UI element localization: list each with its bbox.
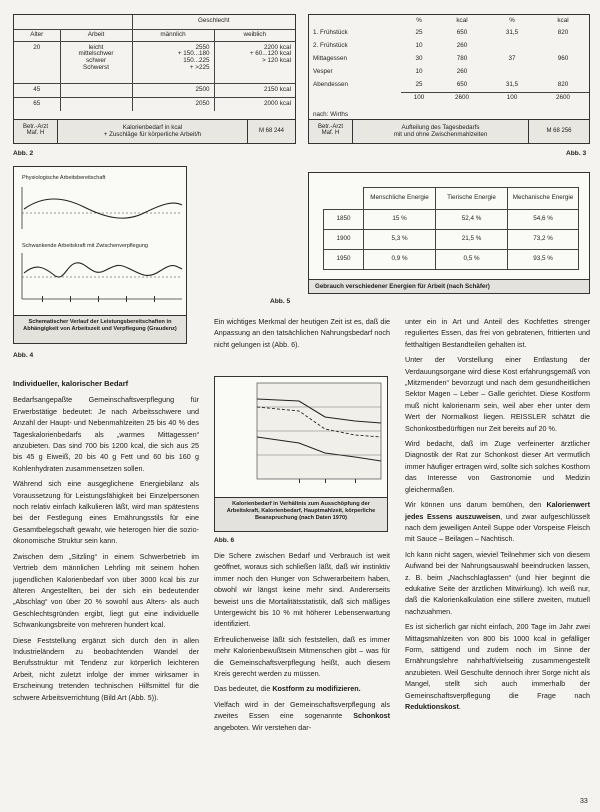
fig3-label: Abb. 3 <box>566 150 587 157</box>
energy-value: 5,3 % <box>364 230 436 250</box>
fig2-footer-right: M 68 244 <box>258 128 285 134</box>
text-run: Das bedeutet, die <box>214 684 273 694</box>
arbeit-levels: leicht mittelschwer schwer Schwerst <box>60 41 132 83</box>
energy-header: Menschliche Energie <box>364 188 436 210</box>
meal-pct: 10 <box>415 42 423 50</box>
year: 1850 <box>324 210 364 230</box>
meal-kcal-alt <box>537 66 589 79</box>
paragraph: Die Schere zwischen Bedarf und Verbrauch ist weit geöffnet, woraus sich schließen läßt, daß wir instinktiv immer noch den Hunger von Schwerarbeitern haben, obwohl wir längst keine mehr sind. Andererseits beweist uns die Mortalitätsstatistik, daß sich mäßiges Untergewicht bis 10 % mit höherer Lebenserwartung identifiziert. <box>214 551 390 629</box>
pct1-header: % <box>416 16 422 24</box>
paragraph <box>405 621 590 712</box>
paragraph <box>214 699 390 733</box>
emphasis: Schonkost <box>353 711 390 721</box>
pct2-header: % <box>509 16 515 24</box>
meal-pct: 10 <box>415 68 423 76</box>
paragraph: Bedarfsangepaßte Gemeinschaftsverpflegung für Erwerbstätige bedeutet: Je nach Arbeitsschwere und Anzahl der Haupt- und Nebenmahlzeiten 25 bis 40 % des Tageskalorienbedarfs als „warmes Mittagessen“ anzubieten. Das sind 700 bis 1200 kcal, die sich aus 25 bis 45 g Eiweiß, 20 bis 40 g Fett und 60 bis 160 g Kohlenhydraten zusammensetzen sollen. <box>13 395 199 473</box>
meal-row: 2. Frühstück <box>313 42 348 50</box>
text-run: , und zwar aufgeschlüsselt nach dem jeweiligen Anteil Suppe oder Vorspeise Fleisch mit Sauce – Beilagen – Nachtisch. <box>405 511 590 544</box>
paragraph: unter ein in Art und Anteil des Kochfettes strenger reguliertes Essen, das frei von gebratenen, frittierten und fetthaltigen Bestandteilen gehalten ist. <box>405 317 590 349</box>
meal-pct-alt <box>487 40 537 53</box>
figure-3 <box>308 14 590 144</box>
meal-pct: 30 <box>415 55 423 63</box>
text-run: angeboten. Wir verstehen dar- <box>214 722 312 732</box>
fig2-footer-mid: Kalorienbedarf in kcal + Zuschläge für körperliche Arbeit/h <box>58 120 248 144</box>
arbeit-header: Arbeit <box>60 29 132 41</box>
energy-value: 93,5 % <box>508 250 579 270</box>
w-45: 2150 kcal <box>214 83 295 97</box>
fig5-label: Abb. 5 <box>270 298 291 305</box>
text-column-2 <box>214 316 390 354</box>
fig6-caption: Kalorienbedarf in Verhältnis zum Ausschöpfung der Arbeitskraft, Kalorienbedarf, Hauptmahlzeit, körperliche Beanspruchung (nach Daten 1970) <box>215 497 387 531</box>
fig4-top-title: Physiologische Arbeitsbereitschaft <box>22 175 106 181</box>
meal-kcal-alt: 960 <box>557 55 569 63</box>
section-heading: Individueller, kalorischer Bedarf <box>13 379 129 388</box>
m-65: 2050 <box>132 97 214 111</box>
text-column-3 <box>405 316 590 716</box>
alter-header: Alter <box>14 29 60 41</box>
energy-value: 73,2 % <box>508 230 579 250</box>
meal-pct-alt: 31,5 <box>505 80 519 88</box>
meal-row: Mittagessen <box>313 55 347 63</box>
figure-5 <box>308 172 590 294</box>
emphasis: Reduktionskost <box>405 702 459 711</box>
paragraph <box>214 683 390 694</box>
text-run: Es ist sicherlich gar nicht einfach, 200 Tage im Jahr zwei Mittagsmahlzeiten von 800 bis 1000 kcal in gefälliger Form, sättigend und zudem noch im Sinne der Ernährungslehre nahrhaft/vielseitig zusammengestellt anzubieten. Weil Geschulte dennoch ihrer Sorge nicht als Mangel, stellt sich auch immerhalb der Gemeinschaftsverpflegung die Frage nach <box>405 622 590 700</box>
paragraph: Erfreulicherweise läßt sich feststellen, daß es immer mehr Kalorienbewußtsein Mitmenschen gibt – was für die Gemeinschaftsverpflegung heißt, auch diesem Kreis gerecht werden zu müssen. <box>214 634 390 679</box>
fig4-bottom-title: Schwankende Arbeitskraft mit Zwischenverpflegung <box>22 243 148 249</box>
energy-value: 15 % <box>364 210 436 230</box>
figure-6 <box>214 376 388 532</box>
meal-kcal: 650 <box>456 29 468 37</box>
paragraph: Zwischen dem „Sitzling“ in einem Schwerbetrieb im Vertrieb dem männlichen Lehrling mit seinem hohen jugendlichen Kalorienbedarf von über 3000 kcal bis zur älteren Angestellten, bei der sich ein bedeutender „Abschlag“ von über 20 % sowohl aus Alters- als auch Geschlechtsgründen ergibt, liegt gut eine individuelle Schwankungsbreite von mehreren hundert kcal. <box>13 551 199 630</box>
meal-kcal: 260 <box>456 68 468 76</box>
fig6-chart <box>215 377 387 495</box>
meal-pct-alt <box>487 66 537 79</box>
fig3-footer-mid: Aufteilung des Tagesbedarfs mit und ohne Zwischenmahlzeiten <box>353 120 529 144</box>
total-kcal: 2600 <box>437 92 487 105</box>
total-pct-alt: 100 <box>487 92 537 105</box>
page-number: 33 <box>580 798 588 805</box>
meal-row: Vesper <box>313 68 333 76</box>
paragraph: Ein wichtiges Merkmal der heutigen Zeit ist es, daß die Anpassung an den tatsächlichen Nahrungsbedarf noch nicht gelungen ist (Abb. 6). <box>214 317 390 349</box>
w-20: 2200 kcal + 60...120 kcal > 120 kcal <box>214 41 295 83</box>
fig2-footer-left: Betr.-Arzt Maf. H <box>14 120 58 144</box>
fig2-label: Abb. 2 <box>13 150 34 157</box>
meal-pct-alt: 31,5 <box>505 29 519 37</box>
w-65: 2000 kcal <box>214 97 295 111</box>
meal-kcal-alt: 820 <box>557 80 569 88</box>
text-run: Wir können uns darum bemühen, den <box>405 500 547 510</box>
m-20: 2550 + 150...180 150...225 + >225 <box>132 41 214 83</box>
energy-value: 0,9 % <box>364 250 436 270</box>
text-run: Vielfach wird in der Gemeinschaftsverpflegung als zweites Essen eine sogenannte <box>214 699 390 721</box>
meal-pct: 25 <box>415 80 423 88</box>
meal-pct-alt: 37 <box>508 55 516 63</box>
fig3-note: nach: Wirths <box>313 111 348 118</box>
year: 1900 <box>324 230 364 250</box>
text-column-2-lower <box>214 550 390 737</box>
fig5-caption: Gebrauch verschiedener Energien für Arbeit (nach Schäfer) <box>309 279 589 293</box>
meal-row: 1. Frühstück <box>313 29 348 37</box>
paragraph: Unter der Vorstellung einer Entlastung der Verdauungsorgane wird diese Kost erfahrungsgemäß von „Mitzmenden“ bevorzugt und nach dem gesundheitlichen Sektor Magen – Leber – Galle gerichtet. Diese Kostform muß nicht kalorienarm sein, weil aber eher unter dem Wert der Normalkost liegen. REISSLER schätzt die Schonkostbedürftigen nur Zeit bereits auf 20 %. <box>405 355 590 433</box>
meal-kcal: 650 <box>456 80 468 88</box>
total-pct: 100 <box>401 92 437 105</box>
energy-value: 54,6 % <box>508 210 579 230</box>
alter-20: 20 <box>33 43 41 51</box>
energy-header: Tierische Energie <box>436 188 508 210</box>
energy-header: Mechanische Energie <box>508 188 579 210</box>
alter-65: 65 <box>14 97 60 111</box>
paragraph: Ich kann nicht sagen, wieviel Teilnehmer sich von diesem Aufwand bei der Nahrungsauswahl beeindrucken lassen, z. B. beim „Nachschlagfassen“ (und hier beginnt die edukative Seite der ärztlichen Mitwirkung). Ich weiß nur, daß die Kalorienkalkulation eine stillere zweiten, mutuell nachzuahmen. <box>405 549 590 616</box>
geschlecht-header: Geschlecht <box>132 15 295 29</box>
energy-value: 52,4 % <box>436 210 508 230</box>
maennlich-header: männlich <box>132 29 214 41</box>
meal-pct: 25 <box>415 29 423 37</box>
figure-2 <box>13 14 296 144</box>
paragraph: Wird bedacht, daß im Zuge verfeinerter ärztlicher Diagnostik der Rat zur Schonkost dieser Art vermutlich immer häufiger ertragen wird, sollte sich solches Kosthorn das Interesse von Gastronomie und Medizin gleichermaßen. <box>405 439 590 494</box>
fig4-caption: Schematischer Verlauf der Leistungsbereitschaften in Abhängigkeit von Arbeitszeit und Verpflegung (Graudenz) <box>14 315 186 343</box>
paragraph: Diese Feststellung ergänzt sich durch den in allen Industrieländern zu beobachtenden Wandel der Berufsstruktur mit Tendenz zur körperlich leichteren Arbeit, nicht zuletzt infolge der immer wirksamer in Erscheinung tretenden technischen Hilfsmittel für die schwere Arbeitsverrichtung (Bild Art (Abb. 5)). <box>13 635 199 702</box>
text-column-1 <box>13 378 199 707</box>
meal-kcal-alt <box>537 40 589 53</box>
kcal2-header: kcal <box>557 16 569 24</box>
energy-value: 0,5 % <box>436 250 508 270</box>
emphasis: Kalorienwert jedes Essens auszuweisen <box>405 500 590 521</box>
fig4-label: Abb. 4 <box>13 352 34 359</box>
fig6-label: Abb. 6 <box>214 537 235 544</box>
meal-kcal: 780 <box>456 55 468 63</box>
kcal1-header: kcal <box>456 16 468 24</box>
alter-45: 45 <box>14 83 60 97</box>
m-45: 2500 <box>132 83 214 97</box>
total-kcal-alt: 2600 <box>537 92 589 105</box>
year: 1950 <box>324 250 364 270</box>
text-run: . <box>458 702 461 711</box>
fig3-footer-right: M 68 256 <box>546 128 572 134</box>
figure-4 <box>13 166 187 344</box>
paragraph <box>405 499 590 545</box>
fig3-footer-left: Betr.-Arzt Maf. H <box>309 120 353 144</box>
meal-kcal: 260 <box>456 42 468 50</box>
meal-row: Abendessen <box>313 81 349 89</box>
fig4-curves <box>14 167 186 311</box>
energy-value: 21,5 % <box>436 230 508 250</box>
emphasis: Kostform zu modifizieren. <box>272 684 361 694</box>
paragraph: Während sich eine ausgeglichene Energiebilanz als Voraussetzung für Leistungsfähigkeit bei Einzelpersonen noch relativ einfach kalkulieren läßt, wird man spätestens bei der Festlegung eines Ernährungsstils für eine Gesamtbelegschaft gewahr, wie heterogen hier die sozio-ökonomische Struktur sein kann. <box>13 479 199 546</box>
weiblich-header: weiblich <box>214 29 295 41</box>
meal-kcal-alt: 820 <box>557 29 569 37</box>
